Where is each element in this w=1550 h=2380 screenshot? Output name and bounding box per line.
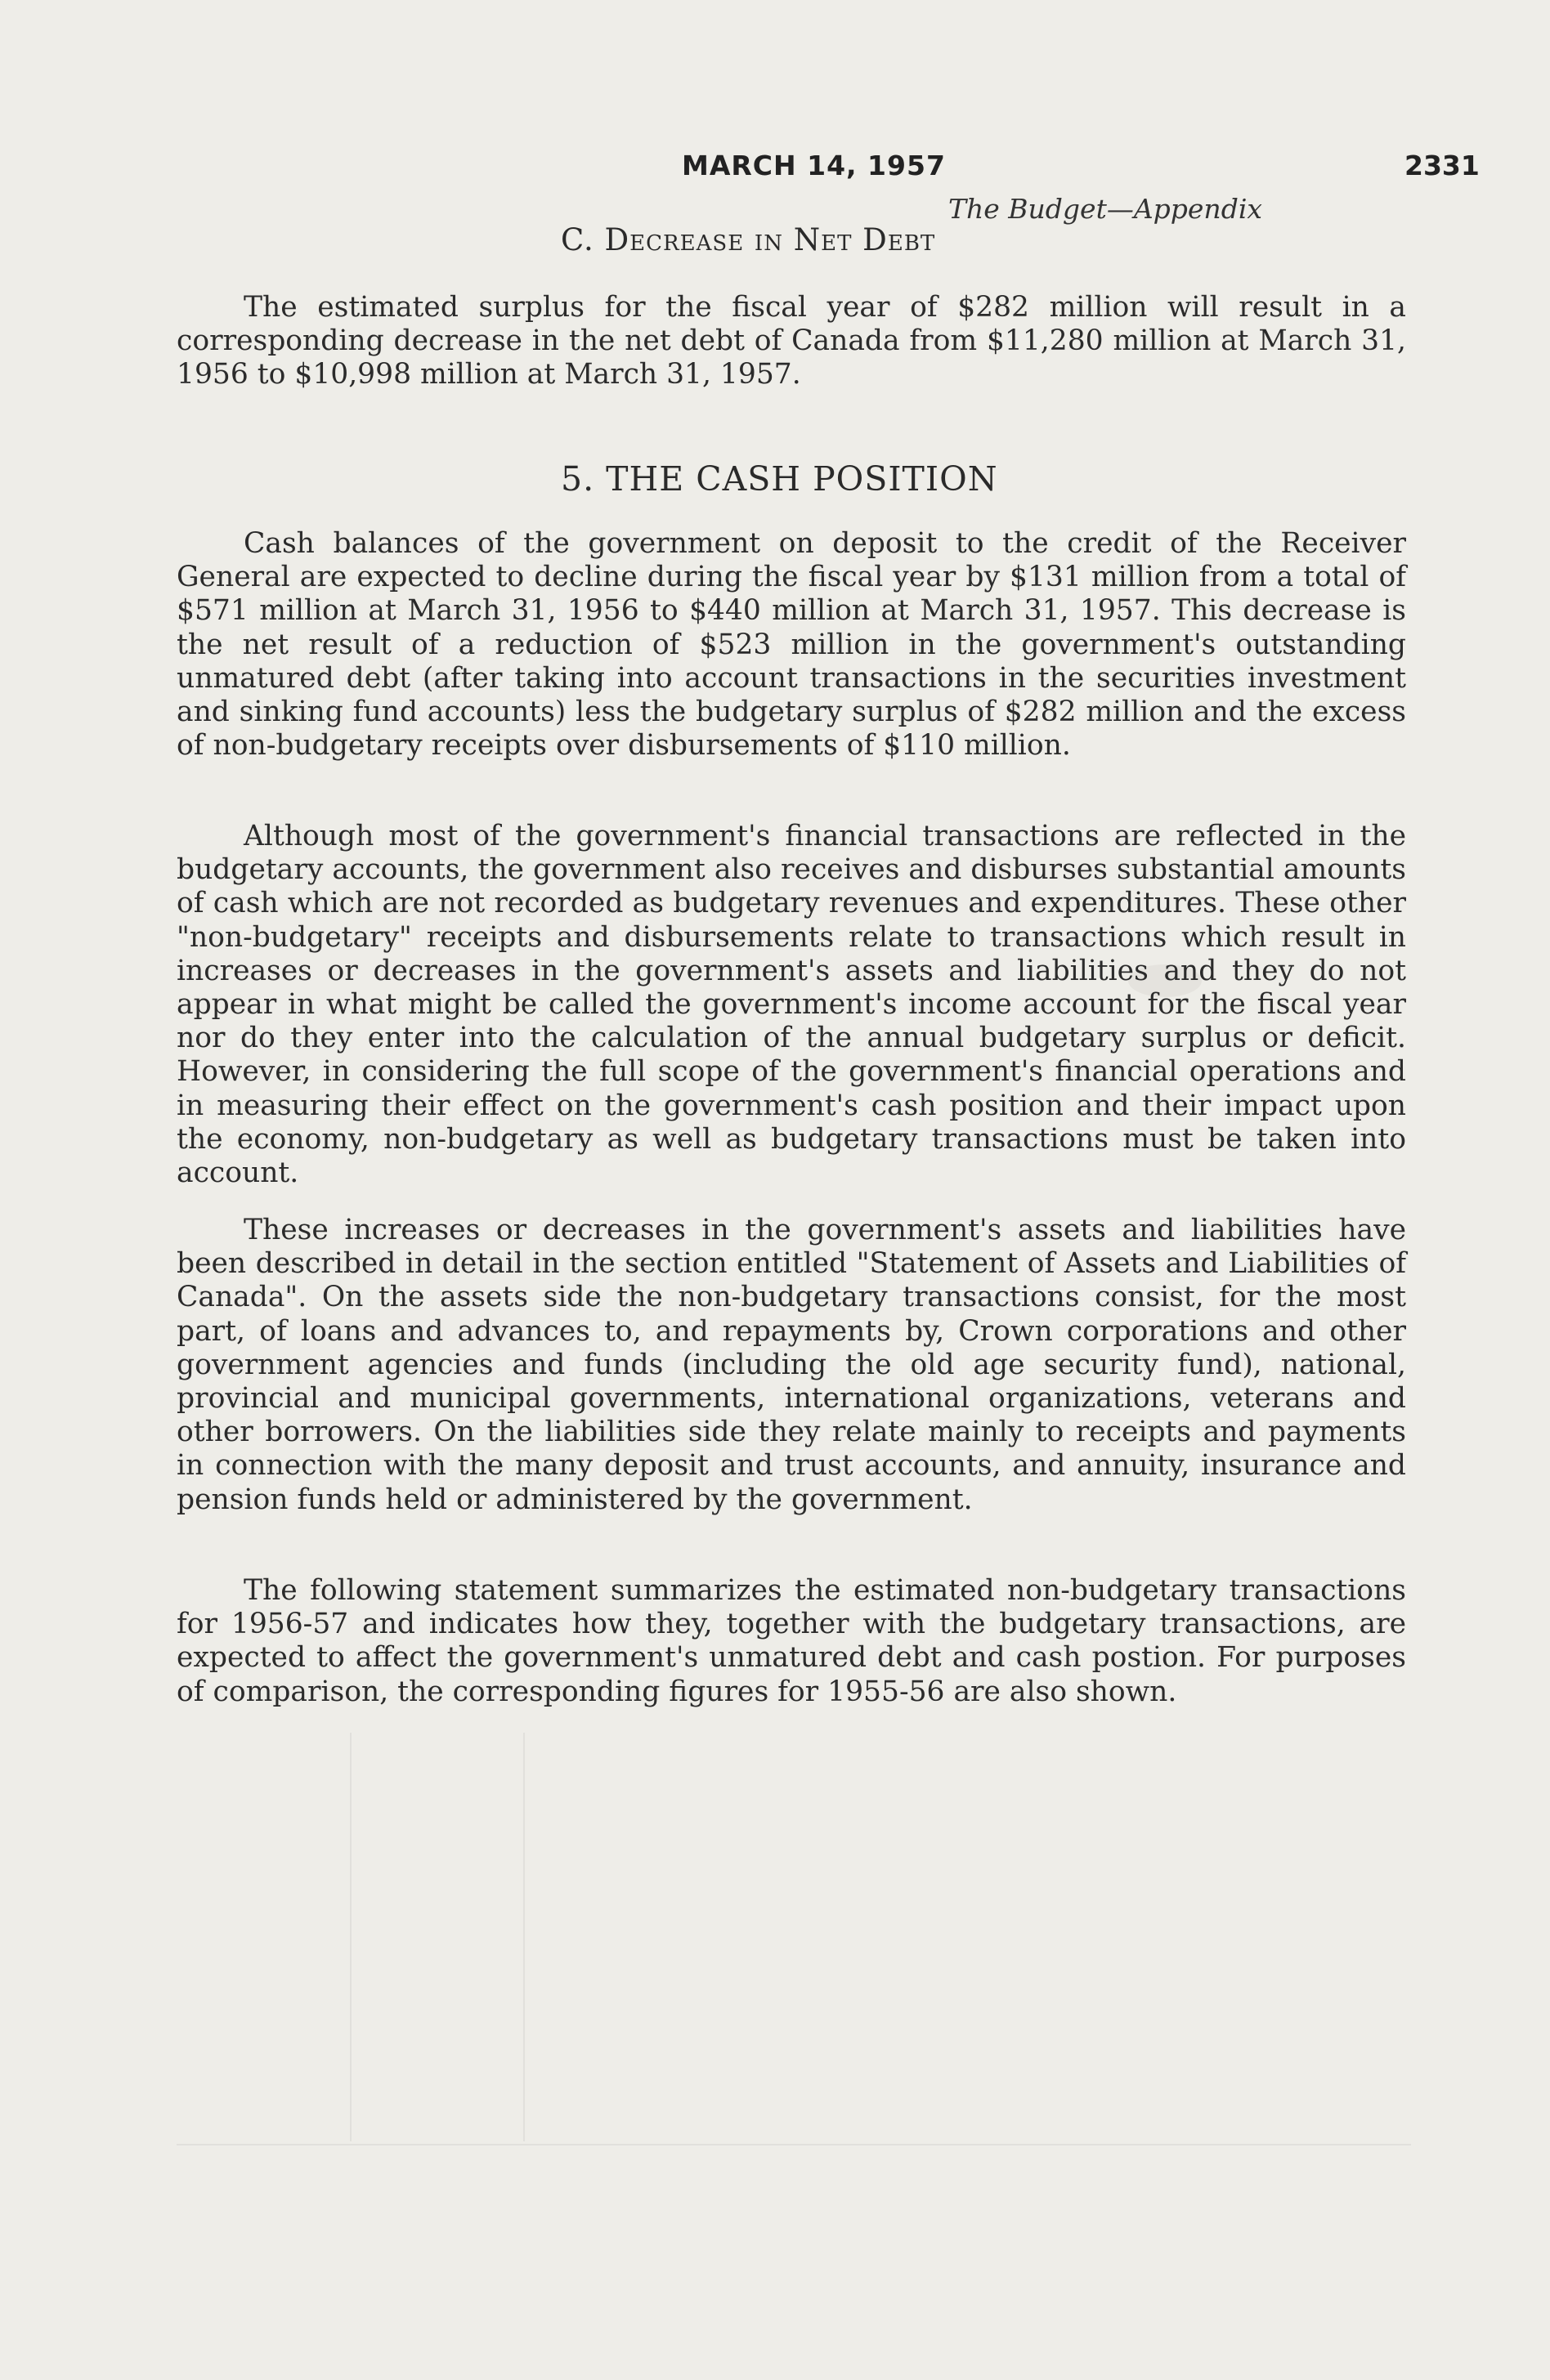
show-through-column-line [523,1733,525,2141]
paragraph-cash-balances: Cash balances of the government on deposit to the credit of the Receiver General are expected to decline during the fiscal year by $131 million from a total of $571 million at March 31, 1956 to $440 million at March 31, 1957. This decrease is the net result of a reduction of $523 million in the government's outstanding unmatured debt (after taking into account transactions in the securities investment and sinking fund accounts) less the budgetary surplus of $282 million and the excess of non-budgetary receipts over disbursements of $110 million. [177,527,1406,763]
chapter-heading-cash-position: 5. THE CASH POSITION [561,459,998,499]
section-heading-decrease-net-debt: C. Decrease in Net Debt [561,222,936,257]
paragraph-net-debt: The estimated surplus for the fiscal year of $282 million will result in a corresponding decrease in the net debt of Canada from $11,280 million at March 31, 1956 to $10,998 million at March 31, 1957. [177,291,1406,391]
paragraph-non-budgetary-transactions: Although most of the government's financial transactions are reflected in the budgetary accounts, the government also receives and disburses substantial amounts of cash which are not recorded as budgetary revenues and expenditures. These other "non-budgetary" receipts and disbursements relate to transactions which result in increases or decreases in the government's assets and liabilities and they do not appear in what might be called the government's income account for the fiscal year nor do they enter into the calculation of the annual budgetary surplus or deficit. However, in considering the full scope of the government's financial operations and in measuring their effect on the government's cash position and their impact upon the economy, non-budgetary as well as budgetary transactions must be taken into account. [177,820,1406,1190]
show-through-column-line [350,1733,352,2141]
paragraph-assets-liabilities: These increases or decreases in the government's assets and liabilities have been described in detail in the section entitled "Statement of Assets and Liabilities of Canada". On the assets side the non-budgetary transactions consist, for the most part, of loans and advances to, and repayments by, Crown corporations and other government agencies and funds (including the old age security fund), national, provincial and municipal governments, international organizations, veterans and other borrowers. On the liabilities side they relate mainly to receipts and payments in connection with the many deposit and trust accounts, and annuity, insurance and pension funds held or administered by the government. [177,1214,1406,1516]
show-through-rule [177,2144,1411,2145]
page-number: 2331 [1404,150,1480,181]
running-title: The Budget—Appendix [948,193,1262,225]
paragraph-statement-summary: The following statement summarizes the estimated non-budgetary transactions for 1956-57 and indicates how they, together with the budgetary transactions, are expected to affect the government's unmatured debt and cash postion. For purposes of comparison, the corresponding figures for 1955-56 are also shown. [177,1574,1406,1708]
header-date: MARCH 14, 1957 [682,150,946,181]
